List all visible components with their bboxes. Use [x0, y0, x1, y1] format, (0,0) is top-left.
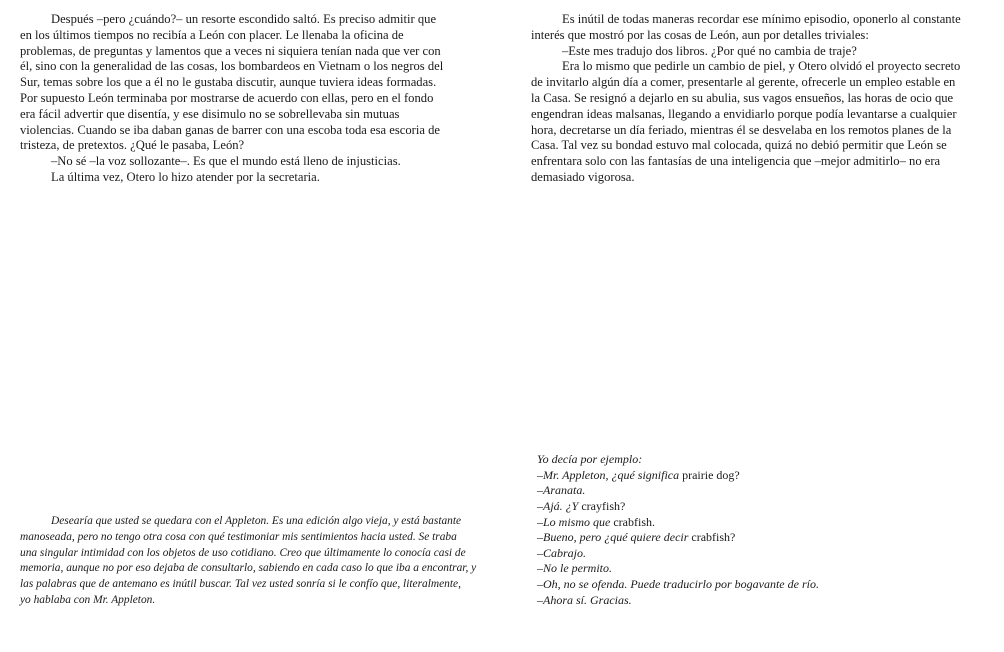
dialogue-roman: prairie dog? — [682, 467, 740, 482]
dialogue-italic: –Ajá. ¿Y — [537, 498, 582, 513]
dialogue-roman: crayfish? — [581, 498, 626, 513]
dialogue-italic: –Bueno, pero ¿qué quiere decir — [537, 530, 692, 545]
dialogue-italic: –No le permito. — [537, 561, 612, 576]
italic-line: las palabras que de antemano es inútil buscar. Tal vez usted sonría si le confío que, literalmente, — [20, 578, 461, 591]
text-line: Después –pero ¿cuándo?– un resorte escondido saltó. Es preciso admitir que — [51, 12, 437, 26]
text-line: –Este mes tradujo dos libros. ¿Por qué no cambia de traje? — [562, 43, 857, 58]
dialogue-italic: –Cabrajo. — [537, 545, 587, 560]
dialogue-italic: Yo decía por ejemplo: — [537, 452, 643, 466]
text-line: de invitarlo algún día a comer, presentarle al gerente, ofrecerle un empleo estable en — [531, 75, 956, 90]
dialogue-line — [537, 561, 837, 577]
dialogue-italic: –Lo mismo que — [537, 514, 614, 529]
dialogue-italic: –Aranata. — [537, 483, 586, 498]
right-page-dialogue — [537, 452, 837, 608]
text-line: demasiado vigorosa. — [531, 169, 635, 184]
text-line: interés que mostró por las cosas de León, aun por detalles triviales: — [531, 27, 869, 42]
text-line: era fácil advertir que disentía, y ese disimulo no se sobrellevaba sin mutuas — [20, 106, 400, 121]
text-line: La última vez, Otero lo hizo atender por la secretaria. — [51, 169, 320, 184]
text-line: tristeza, de pretextos. ¿Qué le pasaba, León? — [20, 138, 245, 153]
italic-line: manoseada, pero no tengo otra cosa con qué testimoniar mis sentimientos hacia usted. Se traba — [20, 530, 457, 543]
text-line: la Casa. Se resignó a dejarlo en su abulia, sus vagos ensueños, las horas de ocio que — [531, 90, 954, 105]
dialogue-line — [537, 546, 837, 562]
text-line: Casa. Tal vez su bondad estuvo mal colocada, quizá no debió permitir que León se — [531, 138, 947, 153]
text-line: problemas, de preguntas y lamentos que a veces ni siquiera tenían nada que ver con — [20, 43, 441, 58]
text-line: en los últimos tiempos no recibía a León con placer. Le llenaba la oficina de — [20, 27, 404, 42]
text-line: enfrentara solo con las fantasías de una inteligencia que –mejor admitirlo– no era — [531, 154, 941, 169]
dialogue-line — [537, 577, 837, 593]
text-line: él, sino con la generalidad de las cosas, los bombardeos en Vietnam o los negros del — [20, 59, 444, 74]
italic-line: yo hablaba con Mr. Appleton. — [20, 593, 156, 606]
italic-line: Desearía que usted se quedara con el Appleton. Es una edición algo vieja, y está bastante — [51, 515, 462, 527]
text-line: Es inútil de todas maneras recordar ese mínimo episodio, oponerlo al constante — [562, 12, 961, 26]
text-line: hora, decretarse un día feriado, mientras él se desvelaba en los remotos planes de la — [531, 122, 952, 137]
text-line: –No sé –la voz sollozante–. Es que el mundo está lleno de injusticias. — [51, 154, 401, 169]
right-page-body-text — [531, 12, 981, 186]
dialogue-line — [537, 483, 837, 499]
dialogue-line — [537, 499, 837, 515]
dialogue-line — [537, 593, 837, 609]
italic-line: memoria, aunque no por eso dejaba de consultarlo, sabiendo en cada caso lo que iba a encontrar, y — [20, 562, 477, 575]
dialogue-line — [537, 468, 837, 484]
dialogue-italic: –Ahora sí. Gracias. — [537, 592, 632, 607]
left-page-body-text — [20, 12, 480, 186]
dialogue-italic: –Mr. Appleton, ¿qué significa — [537, 467, 683, 482]
text-line: engendran ideas malsanas, llegando a envidiarlo porque podía levantarse a cualquier — [531, 106, 957, 121]
italic-line: una singular intimidad con los objetos de uso cotidiano. Creo que últimamente lo conocía casi de — [20, 546, 466, 559]
dialogue-line — [537, 515, 837, 531]
left-page-italic-letter — [20, 514, 480, 609]
dialogue-line — [537, 452, 837, 468]
text-line: Por supuesto León terminaba por mostrarse de acuerdo con ellas, pero en el fondo — [20, 90, 434, 105]
text-line: Era lo mismo que pedirle un cambio de piel, y Otero olvidó el proyecto secreto — [562, 59, 961, 74]
text-line: Sur, temas sobre los que a él no le gustaba discutir, aunque tuviera ideas formadas. — [20, 75, 437, 90]
dialogue-roman: crabfish? — [691, 530, 736, 545]
dialogue-italic: –Oh, no se ofenda. Puede traducirlo por bogavante de río. — [537, 577, 819, 592]
text-line: violencias. Cuando se iba daban ganas de barrer con una escoba toda esa escoria de — [20, 122, 440, 137]
dialogue-line — [537, 530, 837, 546]
dialogue-roman: crabfish. — [613, 514, 655, 529]
